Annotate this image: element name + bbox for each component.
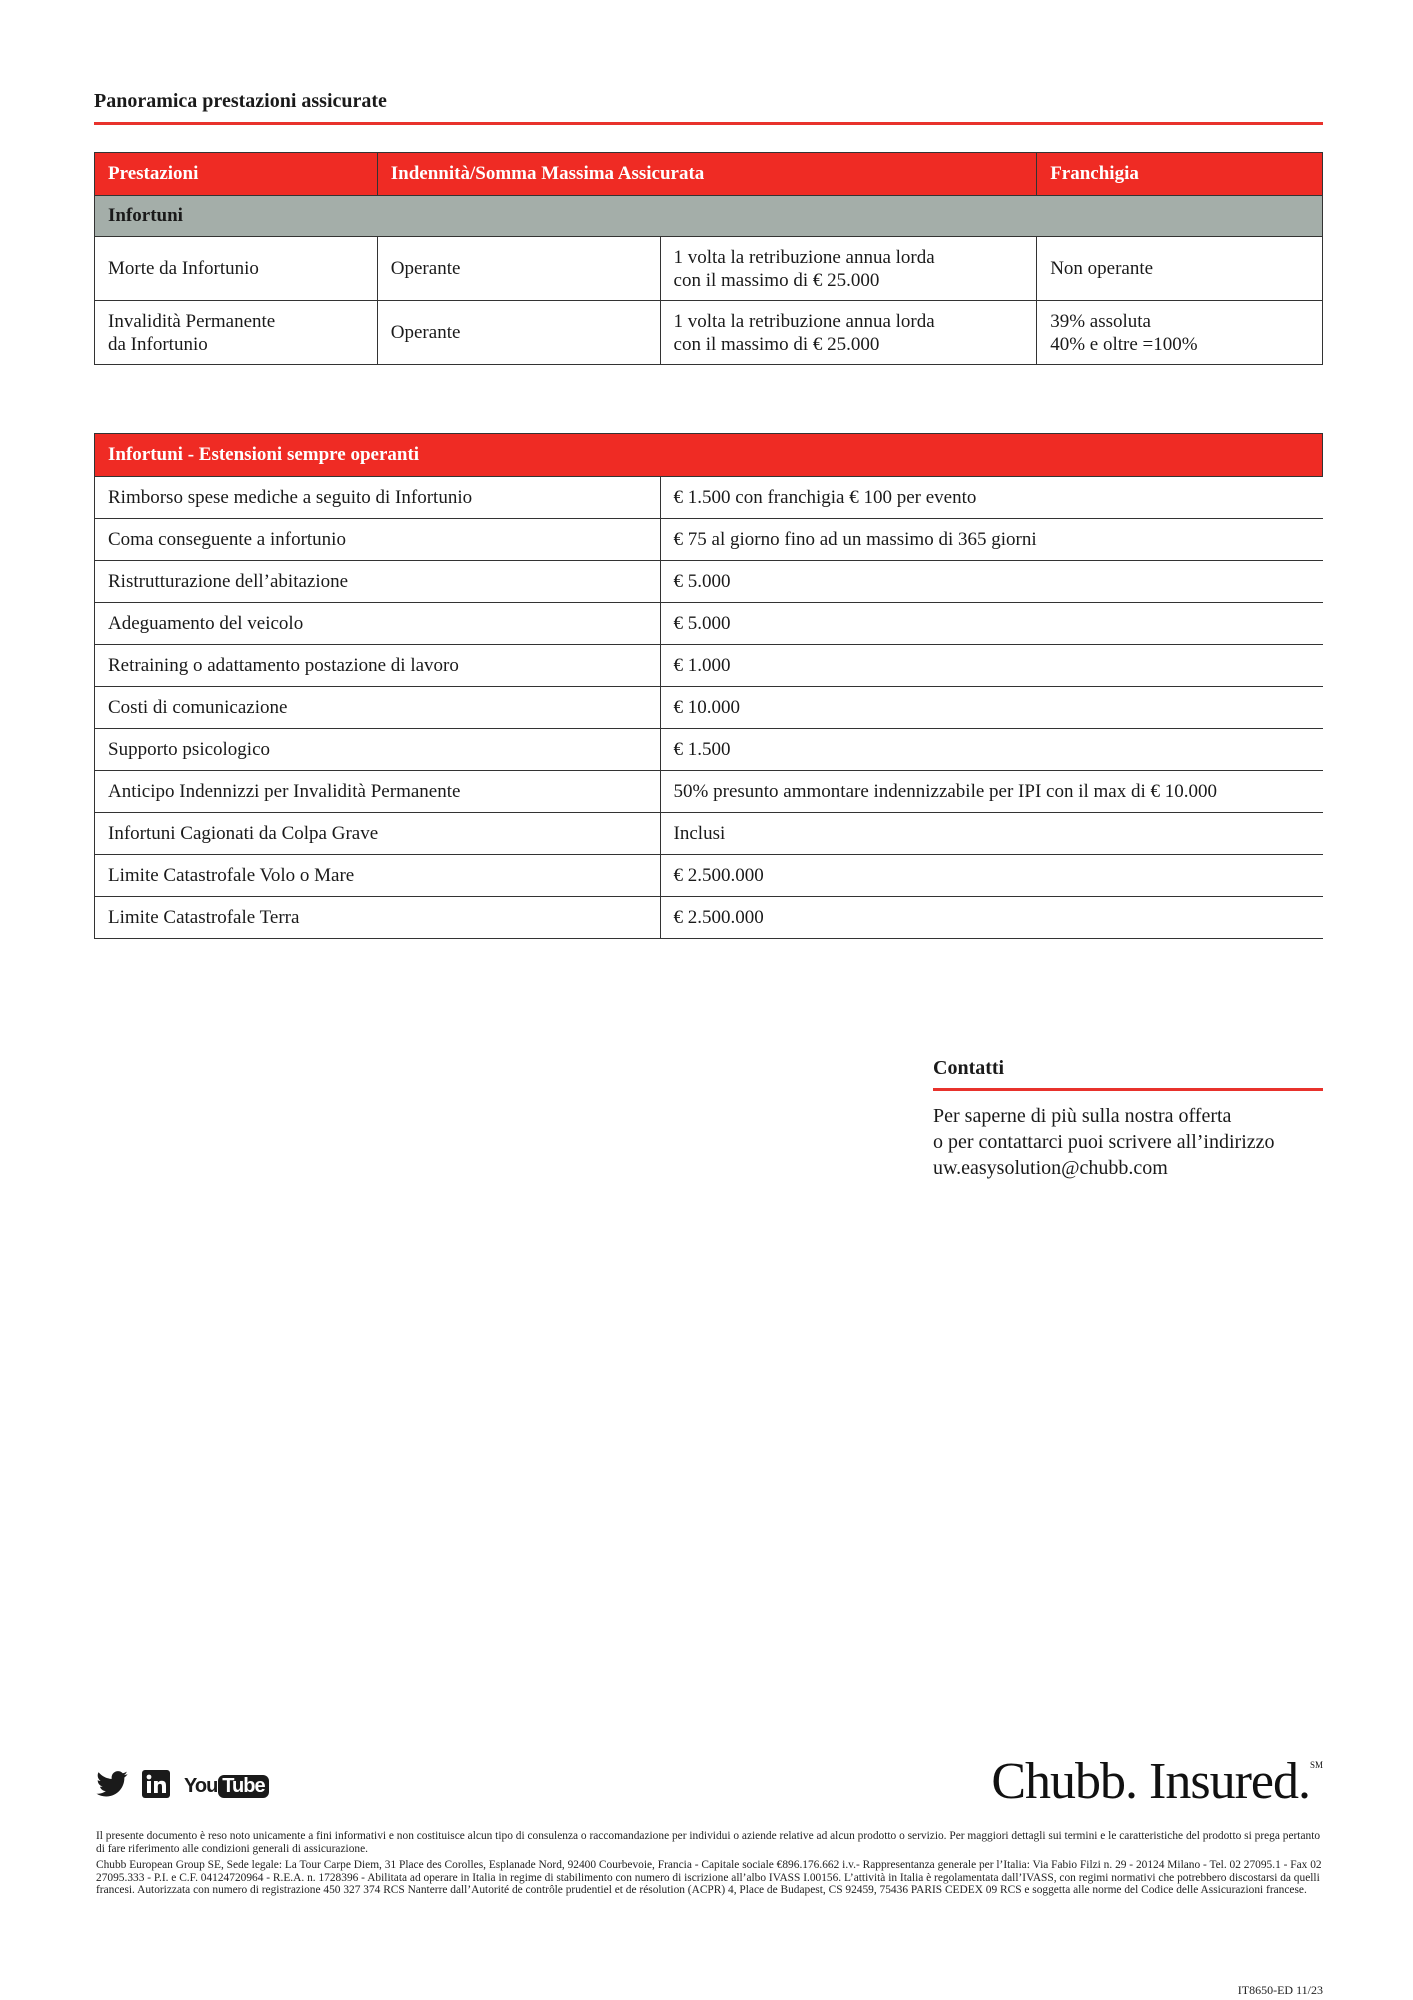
indennita-line: 1 volta la retribuzione annua lorda bbox=[673, 310, 935, 332]
extension-value: € 2.500.000 bbox=[660, 897, 1322, 939]
twitter-icon[interactable] bbox=[96, 1771, 128, 1801]
table-row bbox=[95, 687, 1323, 729]
extension-value: € 2.500.000 bbox=[660, 855, 1322, 897]
overview-header-row bbox=[95, 153, 1323, 196]
table-row bbox=[95, 477, 1323, 519]
category-label: Infortuni bbox=[95, 196, 1323, 237]
extension-label: Infortuni Cagionati da Colpa Grave bbox=[95, 813, 661, 855]
table-row bbox=[95, 813, 1323, 855]
franchigia-line: 39% assoluta bbox=[1050, 310, 1151, 332]
table-row bbox=[95, 603, 1323, 645]
extensions-header-row bbox=[95, 434, 1323, 477]
table-row bbox=[95, 519, 1323, 561]
extension-label: Anticipo Indennizzi per Invalidità Permanente bbox=[95, 771, 661, 813]
prestazione-line: Invalidità Permanente bbox=[108, 310, 276, 332]
contacts-line: Per saperne di più sulla nostra offerta bbox=[933, 1105, 1232, 1127]
extension-value: € 5.000 bbox=[660, 603, 1322, 645]
extension-label: Coma conseguente a infortunio bbox=[95, 519, 661, 561]
header-prestazioni: Prestazioni bbox=[95, 153, 378, 196]
stato-cell: Operante bbox=[377, 301, 660, 365]
extension-label: Ristrutturazione dell’abitazione bbox=[95, 561, 661, 603]
extension-value: € 5.000 bbox=[660, 561, 1322, 603]
extension-label: Limite Catastrofale Terra bbox=[95, 897, 661, 939]
youtube-icon[interactable] bbox=[184, 1775, 269, 1798]
contacts-block bbox=[933, 1057, 1323, 1181]
overview-title: Panoramica prestazioni assicurate bbox=[94, 90, 1323, 125]
table-row bbox=[95, 645, 1323, 687]
youtube-tube: Tube bbox=[218, 1775, 268, 1798]
extension-value: Inclusi bbox=[660, 813, 1322, 855]
indennita-cell bbox=[660, 301, 1037, 365]
table-row bbox=[95, 771, 1323, 813]
document-code: IT8650-ED 11/23 bbox=[1237, 1983, 1323, 1997]
extension-value: € 75 al giorno fino ad un massimo di 365 giorni bbox=[660, 519, 1322, 561]
header-indennita: Indennità/Somma Massima Assicurata bbox=[377, 153, 1036, 196]
table-row bbox=[95, 301, 1323, 365]
indennita-line: con il massimo di € 25.000 bbox=[673, 333, 880, 355]
prestazione-cell: Morte da Infortunio bbox=[95, 237, 378, 301]
table-row bbox=[95, 729, 1323, 771]
extension-label: Supporto psicologico bbox=[95, 729, 661, 771]
table-row bbox=[95, 855, 1323, 897]
youtube-you: You bbox=[184, 1774, 218, 1797]
table-row bbox=[95, 237, 1323, 301]
extension-label: Limite Catastrofale Volo o Mare bbox=[95, 855, 661, 897]
brand-mark: SM bbox=[1309, 1760, 1323, 1770]
extension-label: Adeguamento del veicolo bbox=[95, 603, 661, 645]
header-franchigia: Franchigia bbox=[1037, 153, 1323, 196]
footer-company-info: Chubb European Group SE, Sede legale: La Tour Carpe Diem, 31 Place des Corolles, Esplanade Nord, 92400 Courbevoie, Francia - Capitale sociale €896.176.662 i.v.- Rappresentanza generale per l’Italia: Via Fabio Filzi n. 29 - 20124 Milano - Tel. 02 27095.1 - Fax 02 27095.333 - P.I. e C.F. 04124720964 - R.E.A. n. 1728396 - Abilitata ad operare in Italia in regime di stabilimento con numero di iscrizione all’albo IVASS I.00156. L’attività in Italia è regolamentata dall’IVASS, con regimi normativi che potrebbero discostarsi da quelli francesi. Autorizzata con numero di registrazione 450 327 374 RCS Nanterre dall’Autorité de contrôle prudentiel et de résolution (ACPR) 4, Place de Budapest, CS 92459, 75436 PARIS CEDEX 09 RCS e soggetta alle norme del Codice delle Assicurazioni francese. bbox=[96, 1859, 1322, 1896]
extension-label: Retraining o adattamento postazione di lavoro bbox=[95, 645, 661, 687]
footer-disclaimer: Il presente documento è reso noto unicamente a fini informativi e non costituisce alcun tipo di consulenza o raccomandazione per individui o aziende relative ad alcun prodotto o servizio. Per maggiori dettagli sui termini e le caratteristiche del prodotto si prega pertanto di fare riferimento alle condizioni generali di assicurazione. bbox=[96, 1830, 1321, 1855]
extensions-body bbox=[95, 477, 1323, 939]
extension-value: € 1.500 bbox=[660, 729, 1322, 771]
contacts-title: Contatti bbox=[933, 1057, 1323, 1091]
extension-label: Rimborso spese mediche a seguito di Infortunio bbox=[95, 477, 661, 519]
stato-cell: Operante bbox=[377, 237, 660, 301]
prestazione-line: da Infortunio bbox=[108, 333, 208, 355]
franchigia-cell bbox=[1037, 237, 1323, 301]
extension-value: € 10.000 bbox=[660, 687, 1322, 729]
indennita-line: 1 volta la retribuzione annua lorda bbox=[673, 246, 935, 268]
social-links bbox=[96, 1770, 269, 1802]
prestazione-cell bbox=[95, 301, 378, 365]
contacts-email[interactable]: uw.easysolution@chubb.com bbox=[933, 1157, 1168, 1179]
extensions-table bbox=[94, 433, 1323, 939]
table-row bbox=[95, 897, 1323, 939]
extensions-title: Infortuni - Estensioni sempre operanti bbox=[95, 434, 1323, 477]
linkedin-icon[interactable] bbox=[142, 1770, 170, 1802]
franchigia-cell bbox=[1037, 301, 1323, 365]
indennita-line: con il massimo di € 25.000 bbox=[673, 269, 880, 291]
category-row bbox=[95, 196, 1323, 237]
extension-label: Costi di comunicazione bbox=[95, 687, 661, 729]
extension-value: € 1.000 bbox=[660, 645, 1322, 687]
chubb-logo bbox=[990, 1752, 1323, 1811]
extension-value: € 1.500 con franchigia € 100 per evento bbox=[660, 477, 1322, 519]
contacts-body bbox=[933, 1103, 1323, 1181]
franchigia-line: Non operante bbox=[1050, 258, 1154, 279]
indennita-cell bbox=[660, 237, 1037, 301]
overview-table bbox=[94, 152, 1323, 365]
franchigia-line: 40% e oltre =100% bbox=[1050, 333, 1198, 355]
footer-legal bbox=[96, 1830, 1324, 1901]
table-row bbox=[95, 561, 1323, 603]
brand-name: Chubb. Insured. bbox=[991, 1753, 1310, 1810]
extension-value: 50% presunto ammontare indennizzabile per IPI con il max di € 10.000 bbox=[660, 771, 1322, 813]
contacts-line: o per contattarci puoi scrivere all’indirizzo bbox=[933, 1131, 1275, 1153]
